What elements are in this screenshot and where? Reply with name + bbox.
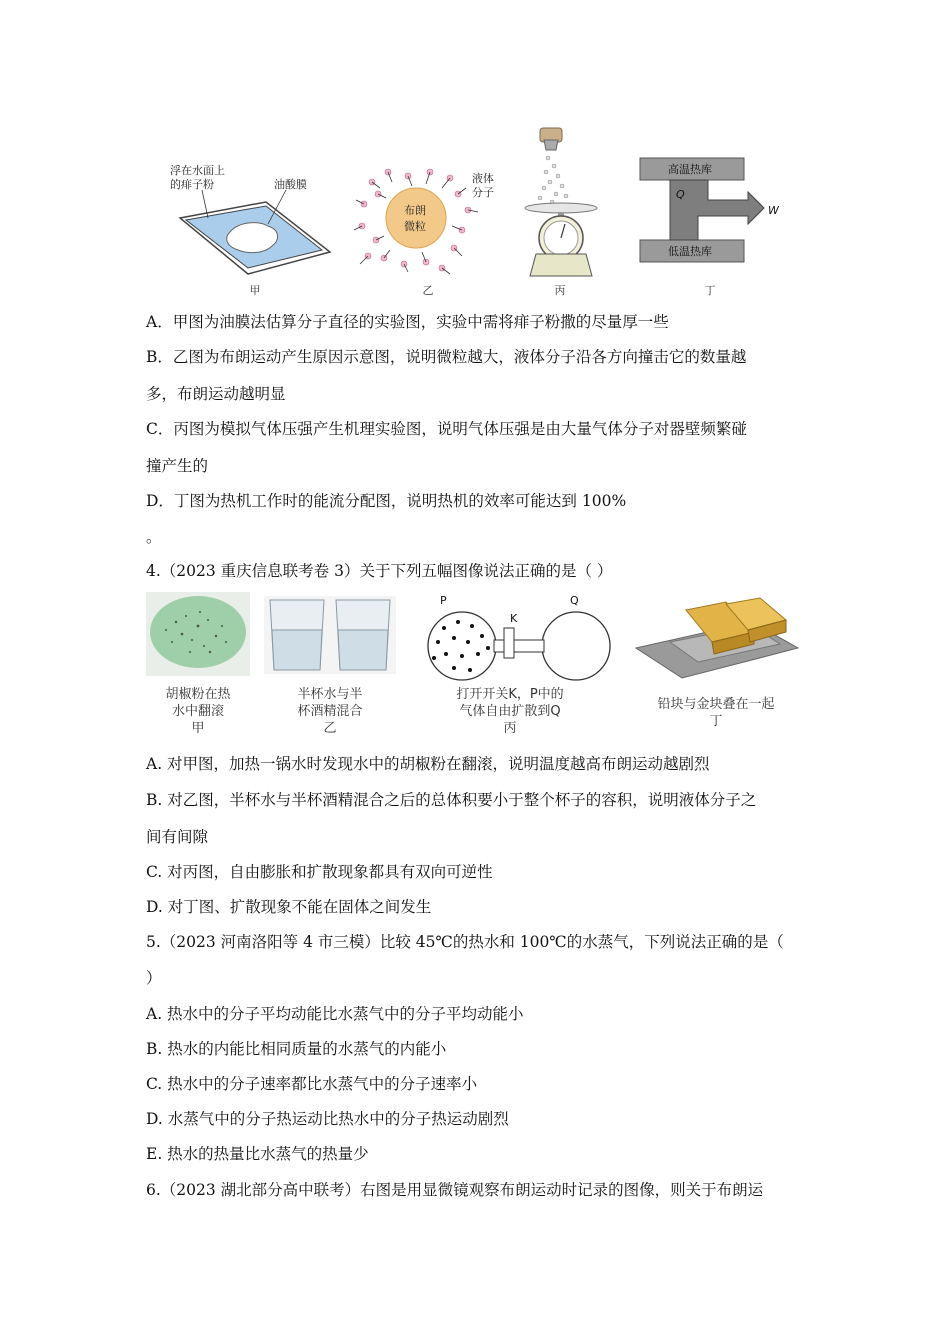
q4-caption-jia-line1: 胡椒粉在热 bbox=[165, 687, 231, 702]
figure-bing-scale bbox=[518, 124, 608, 280]
q3-option-a: A．甲图为油膜法估算分子直径的实验图，实验中需将痱子粉撒的尽量厚一些 bbox=[146, 313, 669, 331]
label-w: W bbox=[768, 204, 779, 217]
q5-option-d: D. 水蒸气中的分子热运动比热水中的分子热运动剧烈 bbox=[146, 1110, 509, 1128]
q4-caption-bing bbox=[440, 686, 580, 737]
caption-bing: 丙 bbox=[554, 284, 566, 297]
q4-caption-yi-line1: 半杯水与半 bbox=[297, 687, 363, 702]
q4-caption-yi-line2: 杯酒精混合 bbox=[297, 704, 363, 719]
q4-caption-jia bbox=[150, 686, 246, 737]
q4-figure-jia-pepper bbox=[146, 592, 250, 676]
q4-caption-bing-line2: 气体自由扩散到Q bbox=[459, 704, 561, 719]
q4-caption-jia-line2: 水中翻滚 bbox=[171, 704, 224, 719]
figure-jia-oil-film bbox=[168, 160, 338, 280]
q4-caption-yi bbox=[280, 686, 380, 737]
q5-option-a: A. 热水中的分子平均动能比水蒸气中的分子平均动能小 bbox=[146, 1005, 524, 1023]
q4-caption-ding bbox=[640, 696, 792, 730]
q3-option-b-cont: 多，布朗运动越明显 bbox=[146, 385, 286, 403]
q5-stem: 5.（2023 河南洛阳等 4 市三模）比较 45℃的热水和 100℃的水蒸气，下列说法正确的是（ bbox=[146, 933, 784, 951]
q3-option-b: B．乙图为布朗运动产生原因示意图，说明微粒越大，液体分子沿各方向撞击它的数量越 bbox=[146, 348, 747, 366]
q4-figure-ding-blocks bbox=[630, 596, 802, 680]
q4-figure-yi-glasses bbox=[264, 596, 396, 674]
label-particle-2: 微粒 bbox=[404, 220, 426, 233]
figure-yi-brownian bbox=[350, 160, 500, 280]
q3-option-c-cont: 撞产生的 bbox=[146, 457, 209, 475]
caption-jia: 甲 bbox=[249, 284, 261, 297]
q4-caption-ding-line2: 丁 bbox=[709, 714, 723, 729]
q4-option-a: A. 对甲图，加热一锅水时发现水中的胡椒粉在翻滚，说明温度越高布朗运动越剧烈 bbox=[146, 755, 710, 773]
q5-option-b: B. 热水的内能比相同质量的水蒸气的内能小 bbox=[146, 1040, 447, 1058]
q4-stem: 4.（2023 重庆信息联考卷 3）关于下列五幅图像说法正确的是（ ） bbox=[146, 562, 613, 580]
label-particle: 布朗 bbox=[404, 204, 426, 217]
label-q-bulb: Q bbox=[570, 594, 579, 607]
q5-stem-cont: ） bbox=[146, 969, 162, 987]
label-oil-film: 油酸膜 bbox=[274, 178, 307, 191]
label-powder: 浮在水面上 bbox=[170, 164, 225, 177]
q4-option-b-cont: 间有间隙 bbox=[146, 828, 209, 846]
label-p: P bbox=[440, 594, 447, 607]
q4-option-c: C. 对丙图，自由膨胀和扩散现象都具有双向可逆性 bbox=[146, 863, 493, 881]
label-k: K bbox=[510, 612, 518, 625]
label-powder-2: 的痱子粉 bbox=[170, 178, 214, 191]
label-low-reservoir: 低温热库 bbox=[668, 245, 712, 258]
q4-caption-yi-line3: 乙 bbox=[323, 721, 337, 736]
q4-option-d: D. 对丁图、扩散现象不能在固体之间发生 bbox=[146, 898, 432, 916]
q3-end-mark: 。 bbox=[146, 528, 162, 546]
q6-stem: 6.（2023 湖北部分高中联考）右图是用显微镜观察布朗运动时记录的图像，则关于布朗运 bbox=[146, 1181, 764, 1199]
label-liquid-2: 分子 bbox=[472, 186, 494, 199]
q4-caption-ding-line1: 铅块与金块叠在一起 bbox=[657, 697, 775, 712]
q4-caption-bing-line1: 打开开关K，P中的 bbox=[456, 687, 564, 702]
q4-caption-bing-line3: 丙 bbox=[503, 721, 517, 736]
label-liquid: 液体 bbox=[472, 172, 494, 185]
caption-ding: 丁 bbox=[704, 284, 716, 297]
q5-option-e: E. 热水的热量比水蒸气的热量少 bbox=[146, 1145, 369, 1163]
q4-caption-jia-line3: 甲 bbox=[191, 721, 205, 736]
q3-option-d: D．丁图为热机工作时的能流分配图，说明热机的效率可能达到 100% bbox=[146, 492, 627, 510]
q4-figure-bing-diffusion bbox=[410, 592, 612, 682]
q3-option-c: C．丙图为模拟气体压强产生机理实验图，说明气体压强是由大量气体分子对器壁频繁碰 bbox=[146, 420, 747, 438]
label-high-reservoir: 高温热库 bbox=[668, 163, 712, 176]
q4-option-b: B. 对乙图，半杯水与半杯酒精混合之后的总体积要小于整个杯子的容积，说明液体分子之 bbox=[146, 791, 757, 809]
caption-yi: 乙 bbox=[422, 284, 434, 297]
q5-option-c: C. 热水中的分子速率都比水蒸气中的分子速率小 bbox=[146, 1075, 478, 1093]
figure-ding-heat-engine bbox=[636, 154, 786, 274]
label-q: Q bbox=[676, 188, 685, 201]
